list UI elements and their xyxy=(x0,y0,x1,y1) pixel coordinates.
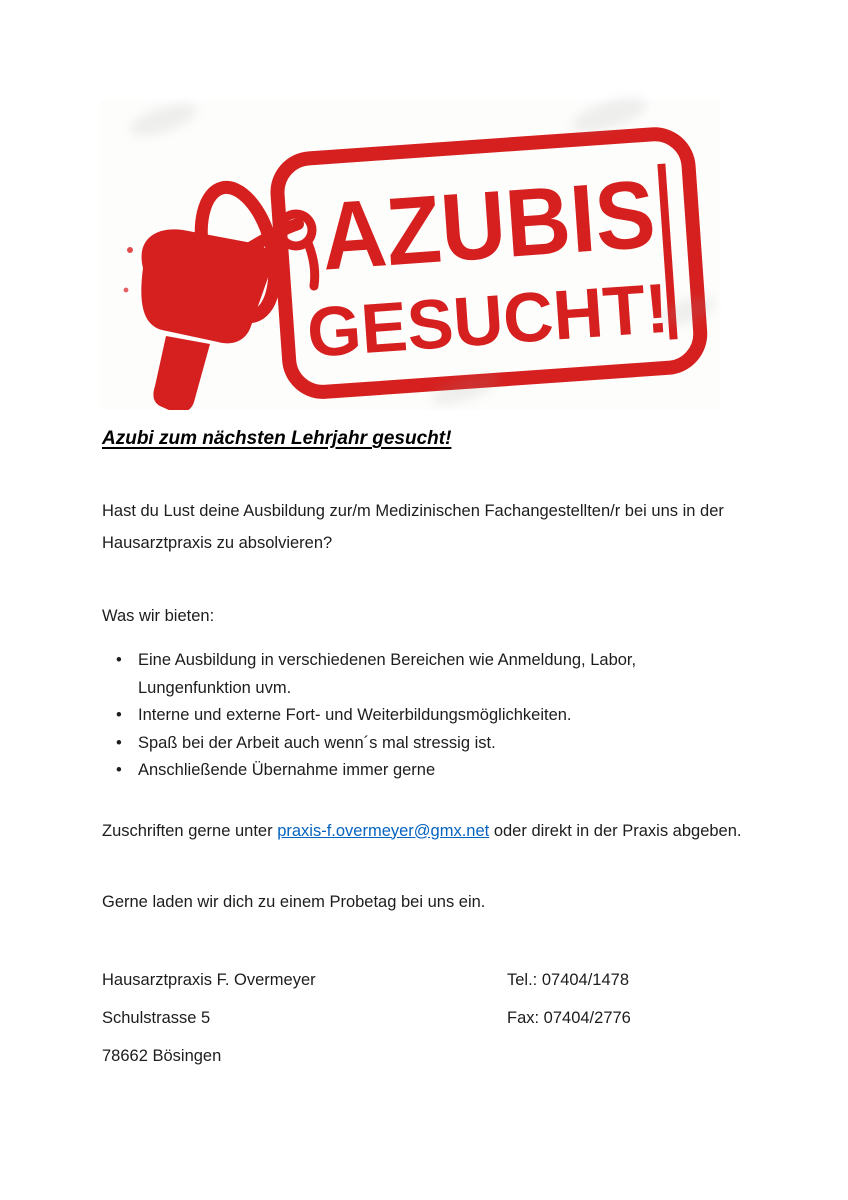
city-address: 78662 Bösingen xyxy=(102,1046,222,1065)
bullet-icon: • xyxy=(116,706,122,724)
list-item xyxy=(116,757,706,785)
list-item xyxy=(116,647,706,702)
bullet-icon: • xyxy=(116,651,122,669)
contact-row-empty xyxy=(507,1046,762,1067)
list-item-text: Eine Ausbildung in verschiedenen Bereichen wie Anmeldung, Labor, Lungenfunktion uvm. xyxy=(138,651,637,697)
list-item xyxy=(116,730,706,758)
list-item-text: Spaß bei der Arbeit auch wenn´s mal stressig ist. xyxy=(138,733,496,752)
contact-row xyxy=(102,970,762,991)
phone-number: Tel.: 07404/1478 xyxy=(507,970,630,989)
stamp-tag-frame xyxy=(275,132,702,394)
list-item-text: Interne und externe Fort- und Weiterbildungsmöglichkeiten. xyxy=(138,706,572,724)
stamp-graphic xyxy=(100,100,720,410)
document-body xyxy=(102,428,762,1067)
fax-number: Fax: 07404/2776 xyxy=(507,1008,631,1027)
apply-text-after: oder direkt in der Praxis abgeben. xyxy=(489,821,742,840)
list-item-text: Anschließende Übernahme immer gerne xyxy=(138,761,436,779)
azubis-gesucht-stamp-image xyxy=(100,100,720,410)
practice-name: Hausarztpraxis F. Overmeyer xyxy=(102,970,316,989)
bullet-icon: • xyxy=(116,761,122,779)
contact-row xyxy=(102,1008,762,1029)
page-title: Azubi zum nächsten Lehrjahr gesucht! xyxy=(102,428,452,449)
list-item xyxy=(116,702,706,730)
intro-paragraph: Hast du Lust deine Ausbildung zur/m Medizinischen Fachangestellten/r bei uns in der Hausarztpraxis zu absolvieren? xyxy=(102,502,724,552)
apply-paragraph xyxy=(102,815,762,847)
stamp-text-azubis: AZUBIS xyxy=(317,158,682,291)
bullet-icon: • xyxy=(116,733,122,752)
probetag-paragraph: Gerne laden wir dich zu einem Probetag bei uns ein. xyxy=(102,892,486,911)
email-link[interactable]: praxis-f.overmeyer@gmx.net xyxy=(277,821,490,840)
street-address: Schulstrasse 5 xyxy=(102,1008,211,1027)
apply-text-before: Zuschriften gerne unter xyxy=(102,821,278,840)
offers-list xyxy=(102,647,738,785)
contact-block xyxy=(102,970,762,1067)
contact-row xyxy=(102,1046,762,1067)
stamp-text-gesucht: GESUCHT! xyxy=(304,268,675,372)
offers-title: Was wir bieten: xyxy=(102,607,215,625)
